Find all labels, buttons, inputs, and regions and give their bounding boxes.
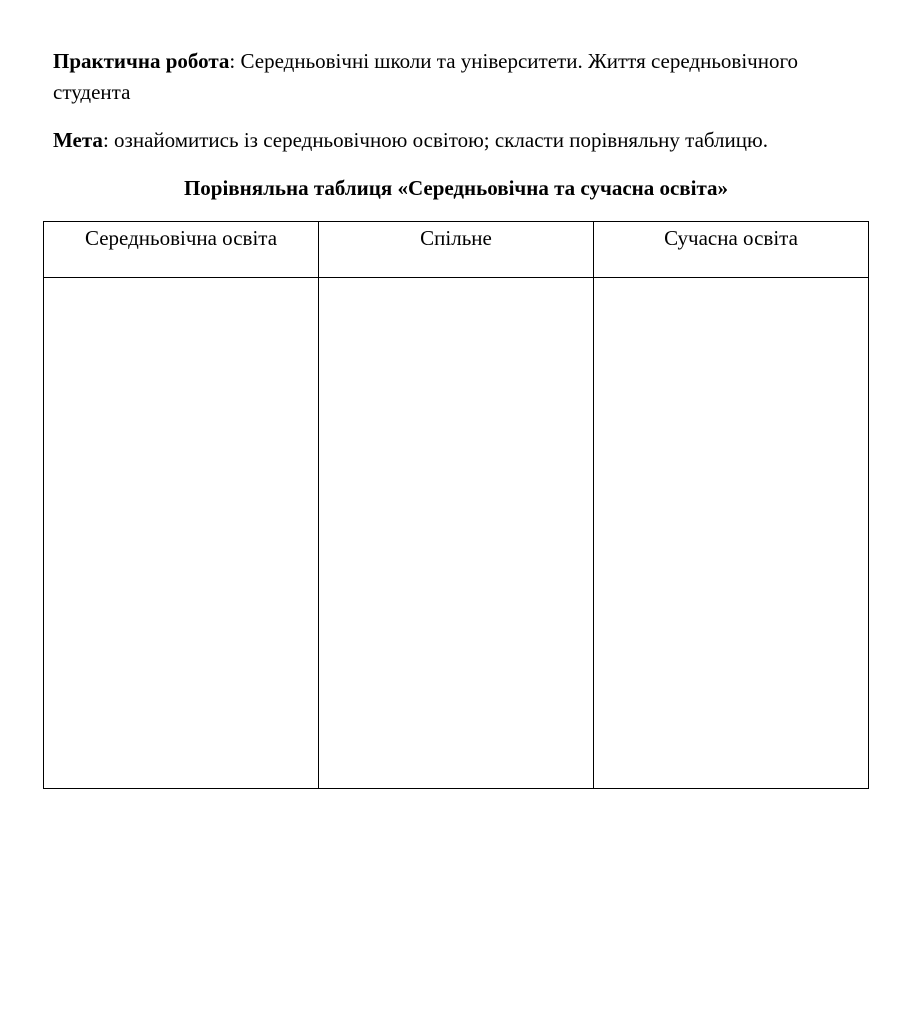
task-paragraph: [53, 46, 853, 108]
header-medieval-education: Середньовічна освіта: [44, 222, 319, 278]
cell-modern-education[interactable]: [594, 278, 869, 789]
comparison-table: [43, 221, 869, 789]
task-separator: :: [229, 49, 236, 73]
task-label: Практична робота: [53, 49, 230, 73]
table-row: [44, 278, 869, 789]
goal-paragraph: [53, 125, 883, 156]
cell-common[interactable]: [319, 278, 594, 789]
table-header-row: [44, 222, 869, 278]
table-title: Порівняльна таблиця «Середньовічна та сучасна освіта»: [183, 176, 729, 200]
goal-label: Мета: [53, 128, 103, 152]
header-common: Спільне: [319, 222, 594, 278]
goal-separator: :: [102, 128, 109, 152]
goal-text: ознайомитись із середньовічною освітою; скласти порівняльну таблицю.: [108, 128, 768, 152]
header-modern-education: Сучасна освіта: [594, 222, 869, 278]
cell-medieval-education[interactable]: [44, 278, 319, 789]
task-text: Середньовічні школи та університети. Життя середньовічного студента: [53, 49, 799, 104]
